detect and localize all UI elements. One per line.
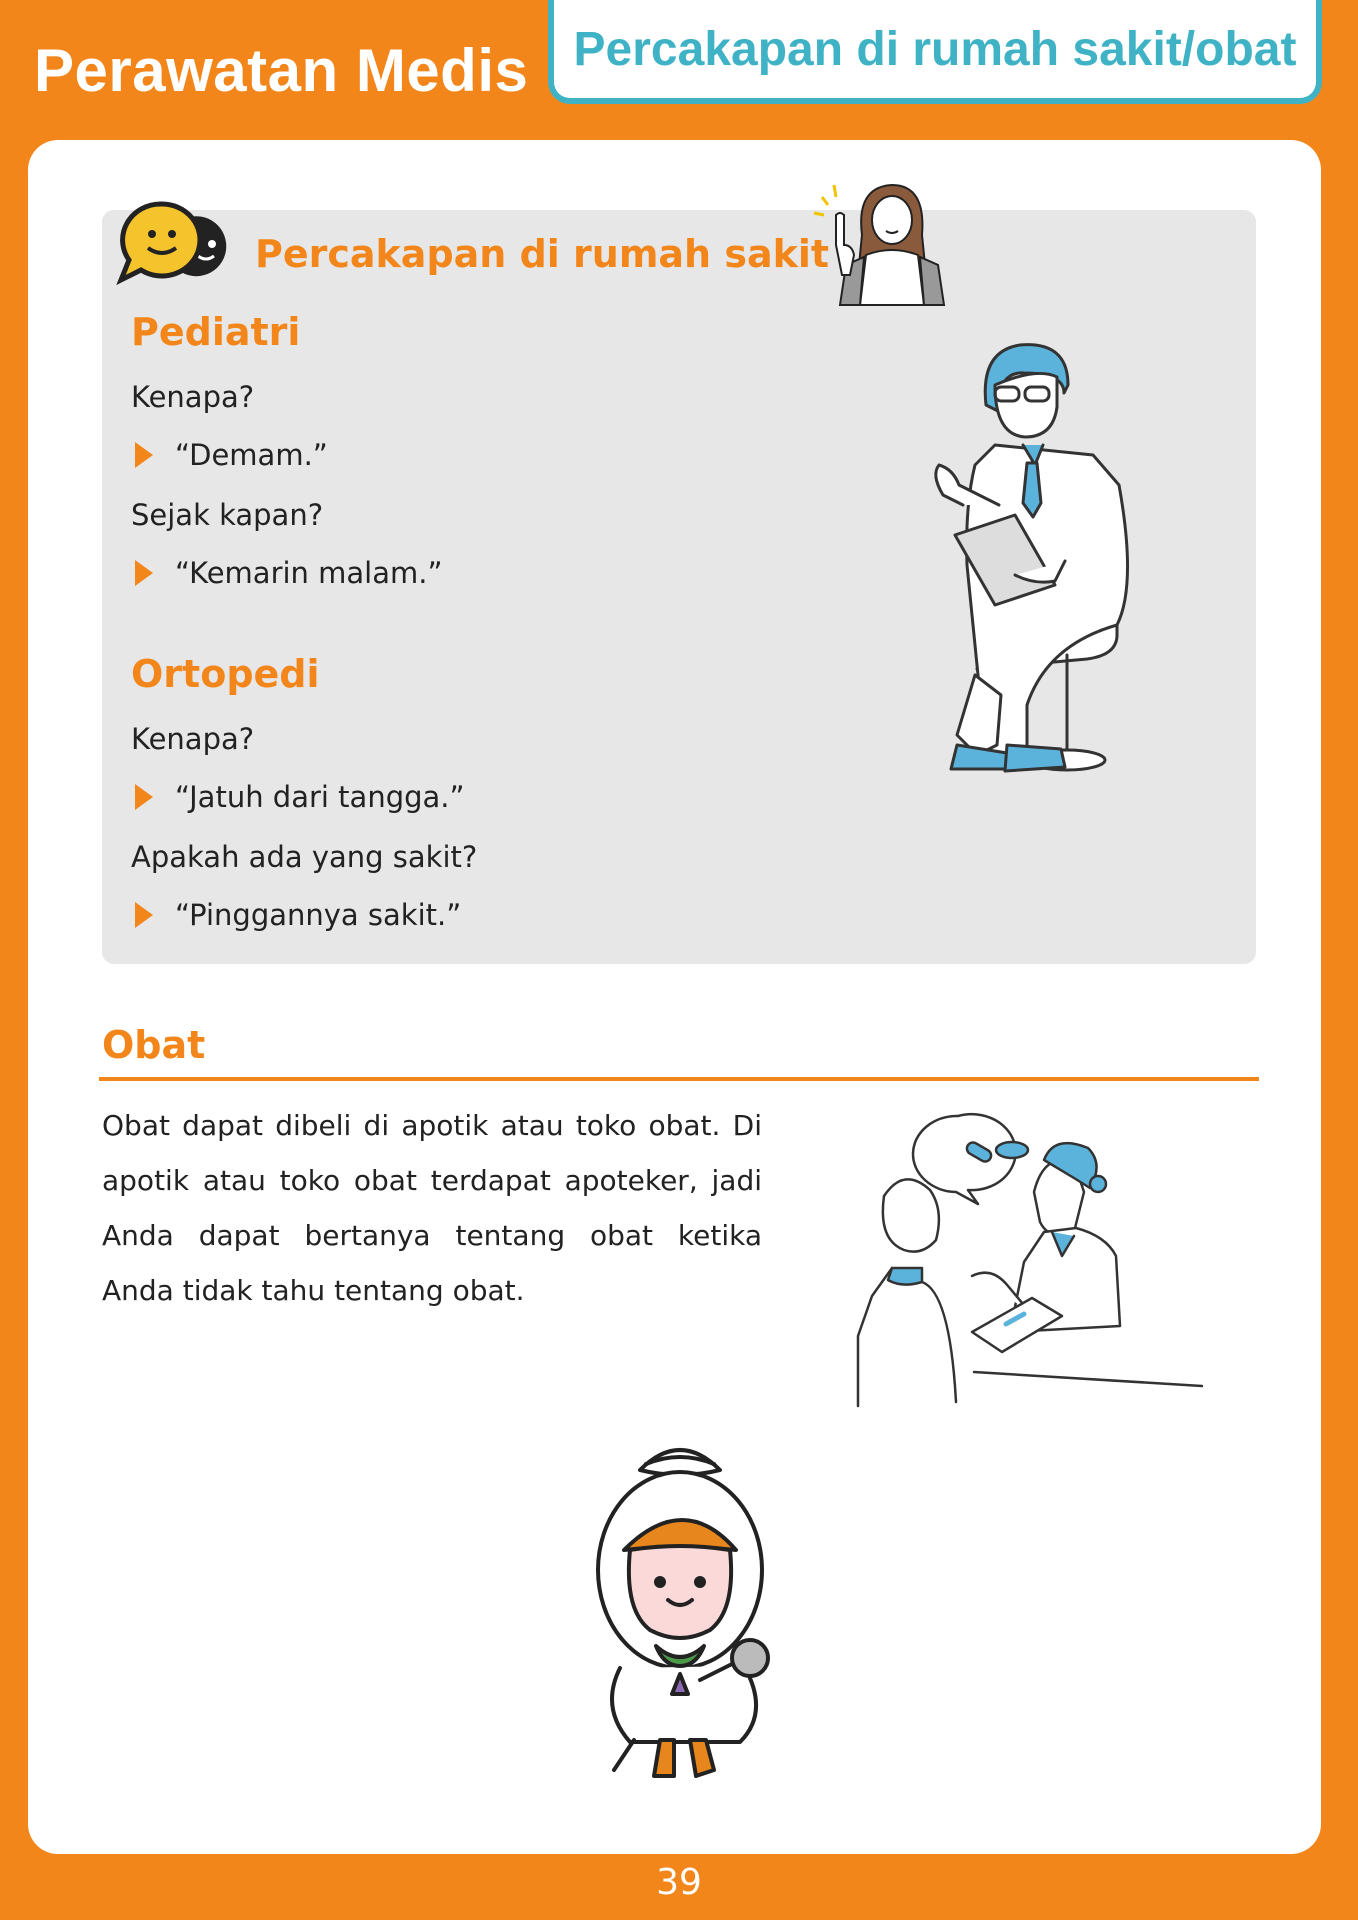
arrow-icon [135,442,153,468]
pediatrics-answer-2 [135,556,443,590]
orthopedics-answer-2 [135,898,461,932]
medicine-heading: Obat [102,1023,206,1067]
answer-text: “Jatuh dari tangga.” [175,780,465,814]
pharmacist-patient-illustration [848,1112,1208,1402]
pediatrics-question-1: Kenapa? [131,380,255,414]
topic-tab [548,0,1322,104]
orthopedics-question-1: Kenapa? [131,722,255,756]
orthopedics-question-2: Apakah ada yang sakit? [131,840,478,874]
medicine-divider [99,1077,1259,1081]
orthopedics-heading: Ortopedi [131,652,320,696]
conversation-title: Percakapan di rumah sakit [255,232,830,276]
arrow-icon [135,902,153,928]
arrow-icon [135,784,153,810]
pediatrics-heading: Pediatri [131,310,301,354]
medicine-paragraph: Obat dapat dibeli di apotik atau toko obat. Di apotik atau toko obat terdapat apoteker, jadi Anda dapat bertanya tentang obat ketika Anda tidak tahu tentang obat. [102,1109,762,1307]
arrow-icon [135,560,153,586]
doctor-clipboard-illustration [915,345,1165,785]
answer-text: “Kemarin malam.” [175,556,443,590]
answer-text: “Demam.” [175,438,328,472]
mascot-stethoscope-illustration [580,1440,790,1780]
section-title: Perawatan Medis [34,37,529,104]
pediatrics-question-2: Sejak kapan? [131,498,324,532]
woman-pointing-illustration [812,175,947,305]
pediatrics-answer-1 [135,438,328,472]
page-number: 39 [656,1862,702,1903]
speech-bubbles-icon [116,200,241,290]
topic-tab-label: Percakapan di rumah sakit/obat [573,22,1297,76]
answer-text: “Pinggannya sakit.” [175,898,462,932]
orthopedics-answer-1 [135,780,465,814]
